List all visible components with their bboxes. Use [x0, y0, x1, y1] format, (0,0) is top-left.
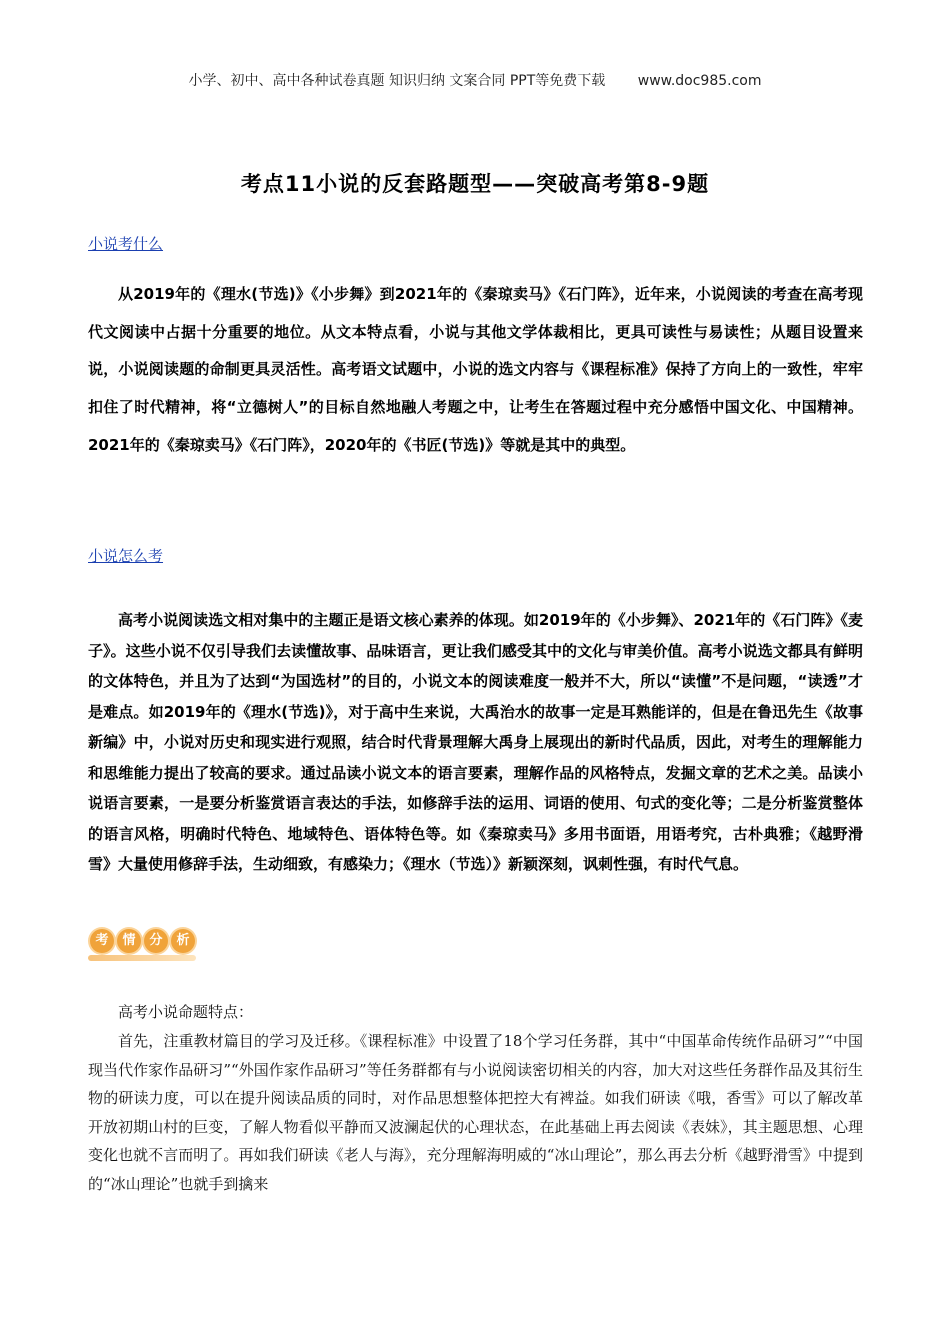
section3-intro: 高考小说命题特点： [118, 1003, 254, 1021]
header-site[interactable]: www.doc985.com [637, 73, 762, 89]
section-link-what[interactable]: 小说考什么 [88, 235, 164, 253]
badge-char: 分 [144, 929, 168, 953]
page-header [0, 70, 950, 90]
badge-char: 情 [117, 929, 141, 953]
badge-char: 考 [90, 929, 114, 953]
analysis-badge [88, 925, 200, 965]
badge-underline [88, 955, 196, 961]
section2-paragraph: 高考小说阅读选文相对集中的主题正是语文核心素养的体现。如2019年的《小步舞》、2021年的《石门阵》《麦子》。这些小说不仅引导我们去读懂故事、品味语言，更让我们感受其中的文化与审美价值。高考小说选文都具有鲜明的文体特色，并且为了达到“为国选材”的目的，小说文本的阅读难度一般并不大，所以“读懂”不是问题，“读透”才是难点。如2019年的《理水(节选)》，对于高中生来说，大禹治水的故事一定是耳熟能详的，但是在鲁迅先生《故事新编》中，小说对历史和现实进行观照，结合时代背景理解大禹身上展现出的新时代品质，因此，对考生的理解能力和思维能力提出了较高的要求。通过品读小说文本的语言要素，理解作品的风格特点，发掘文章的艺术之美。品读小说语言要素，一是要分析鉴赏语言表达的手法，如修辞手法的运用、词语的使用、句式的变化等；二是分析鉴赏整体的语言风格，明确时代特色、地域特色、语体特色等。如《秦琼卖马》多用书面语，用语考究，古朴典雅；《越野滑雪》大量使用修辞手法，生动细致，有感染力；《理水（节选）》新颖深刻，讽刺性强，有时代气息。 [88, 611, 863, 873]
badge-char: 析 [171, 929, 195, 953]
page-title: 考点11小说的反套路题型——突破高考第8-9题 [240, 172, 710, 196]
header-text: 小学、初中、高中各种试卷真题 知识归纳 文案合同 PPT等免费下载 [188, 73, 606, 89]
section3-paragraph: 首先，注重教材篇目的学习及迁移。《课程标准》中设置了18个学习任务群，其中“中国革命传统作品研习”“中国现当代作家作品研习”“外国作家作品研习”等任务群都有与小说阅读密切相关的内容，加大对这些任务群作品及其衍生物的研读力度，可以在提升阅读品质的同时，对作品思想整体把控大有裨益。如我们研读《哦，香雪》可以了解改革开放初期山村的巨变，了解人物看似平静而又波澜起伏的心理状态，在此基础上再去阅读《表妹》，其主题思想、心理变化也就不言而明了。再如我们研读《老人与海》，充分理解海明威的“冰山理论”，那么再去分析《越野滑雪》中提到的“冰山理论”也就手到擒来 [88, 1032, 863, 1193]
section-link-how[interactable]: 小说怎么考 [88, 547, 164, 565]
section1-paragraph: 从2019年的《理水(节选)》《小步舞》到2021年的《秦琼卖马》《石门阵》，近年来，小说阅读的考查在高考现代文阅读中占据十分重要的地位。从文本特点看，小说与其他文学体裁相比，更具可读性与易读性；从题目设置来说，小说阅读题的命制更具灵活性。高考语文试题中，小说的选文内容与《课程标准》保持了方向上的一致性，牢牢扣住了时代精神，将“立德树人”的目标自然地融人考题之中，让考生在答题过程中充分感悟中国文化、中国精神。2021年的《秦琼卖马》《石门阵》，2020年的《书匠(节选)》等就是其中的典型。 [88, 285, 863, 454]
